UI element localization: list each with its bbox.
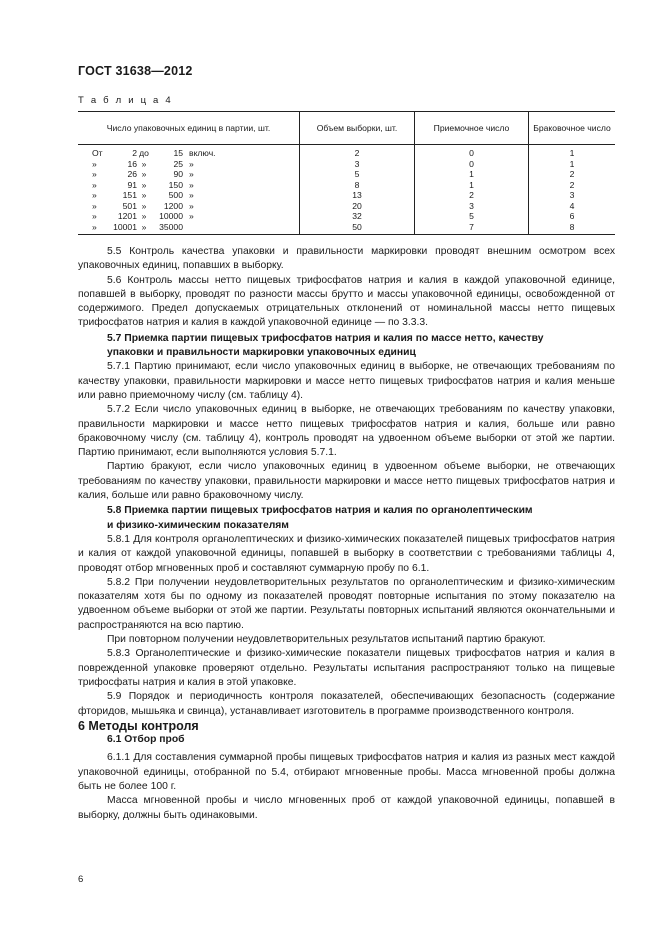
table-row bbox=[78, 159, 615, 170]
cell-lot-range bbox=[78, 190, 300, 201]
table-row bbox=[78, 190, 615, 201]
range-part-b: 16 bbox=[127, 158, 137, 169]
cell-lot-range bbox=[78, 169, 300, 180]
cell-reject-number: 8 bbox=[529, 222, 616, 235]
range-part-e: » bbox=[189, 158, 194, 169]
page-number: 6 bbox=[78, 874, 84, 885]
table-row bbox=[78, 180, 615, 191]
table-row bbox=[78, 169, 615, 180]
cell-lot-range bbox=[78, 201, 300, 212]
range-part-a: » bbox=[92, 169, 97, 179]
range-part-d: 10000 bbox=[159, 211, 183, 221]
cell-sample-size: 50 bbox=[300, 222, 415, 235]
cell-reject-number: 4 bbox=[529, 201, 616, 212]
col-header-lot-size: Число упаковочных единиц в партии, шт. bbox=[78, 112, 300, 145]
cell-sample-size: 32 bbox=[300, 211, 415, 222]
paragraph-5-9: 5.9 Порядок и периодичность контроля показателей, обеспечивающих безопасность (содержание фторидов, мышьяка и свинца), устанавливает изготовитель в программе производственного контроля. bbox=[78, 691, 615, 717]
cell-lot-range bbox=[78, 180, 300, 191]
cell-accept-number: 0 bbox=[415, 159, 529, 170]
range-part-c: » bbox=[141, 190, 147, 200]
cell-reject-number: 1 bbox=[529, 145, 616, 159]
acceptance-table bbox=[78, 111, 615, 235]
range-part-d: 500 bbox=[168, 190, 183, 200]
table-header-row bbox=[78, 112, 615, 145]
cell-lot-range bbox=[78, 222, 300, 235]
range-part-e: » bbox=[189, 211, 194, 221]
paragraph-5-8-1: 5.8.1 Для контроля органолептических и физико-химических показателей пищевых трифосфатов натрия и калия от каждой упаковочной единицы, попавшей в выборку в соответствии с требованиями таблицы 4, проводят отбор мгновенных проб и составляют суммарную пробу по 6.1. bbox=[78, 533, 615, 574]
table-row bbox=[78, 222, 615, 235]
range-part-b: 1201 bbox=[117, 211, 137, 221]
range-part-d: 25 bbox=[173, 158, 183, 169]
cell-lot-range bbox=[78, 159, 300, 170]
cell-reject-number: 2 bbox=[529, 180, 616, 191]
document-header: ГОСТ 31638—2012 bbox=[78, 64, 193, 78]
heading-5-8-line1: 5.8 Приемка партии пищевых трифосфатов натрия и калия по органолептическим bbox=[107, 505, 533, 517]
cell-lot-range bbox=[78, 211, 300, 222]
range-part-e: » bbox=[189, 169, 194, 179]
cell-accept-number: 2 bbox=[415, 190, 529, 201]
range-part-c: » bbox=[141, 179, 147, 190]
range-part-b: 10001 bbox=[113, 221, 137, 232]
cell-reject-number: 1 bbox=[529, 159, 616, 170]
range-part-c: » bbox=[141, 211, 147, 221]
range-part-b: 501 bbox=[122, 200, 137, 211]
table-row bbox=[78, 145, 615, 159]
range-part-b: 26 bbox=[127, 169, 137, 179]
cell-accept-number: 7 bbox=[415, 222, 529, 235]
range-part-d: 150 bbox=[168, 179, 183, 190]
body-text bbox=[78, 245, 615, 823]
paragraph-5-7-1: 5.7.1 Партию принимают, если число упаковочных единиц в выборке, не отвечающих требованиям по качеству упаковки, правильности маркировки и массе нетто пищевых трифосфатов натрия и калия меньше или равно приемочному числу (см. таблицу 4). bbox=[78, 361, 615, 401]
paragraph-5-6: 5.6 Контроль массы нетто пищевых трифосфатов натрия и калия в каждой упаковочной единице, попавшей в выборку, проводят по разности массы брутто и массы упаковочной единицы, освобожденной от содержимого. Предел допускаемых отрицательных отклонений от номинальной массы нетто пищевых трифосфатов натрия и калия в каждой упаковочной единице — по 3.3.3. bbox=[78, 274, 615, 329]
cell-accept-number: 0 bbox=[415, 145, 529, 159]
range-part-a: » bbox=[92, 190, 97, 200]
paragraph-5-8-2-b: При повторном получении неудовлетворительных результатов испытаний партию бракуют. bbox=[107, 634, 546, 646]
range-part-d: 15 bbox=[173, 148, 183, 158]
cell-sample-size: 13 bbox=[300, 190, 415, 201]
cell-accept-number: 1 bbox=[415, 169, 529, 180]
cell-accept-number: 1 bbox=[415, 180, 529, 191]
range-part-b: 91 bbox=[127, 179, 137, 190]
paragraph-6-1-1-b: Масса мгновенной пробы и число мгновенных проб от каждой упаковочной единицы, попавшей в выборку, должны быть одинаковыми. bbox=[78, 795, 615, 821]
paragraph-5-5: 5.5 Контроль качества упаковки и правильности маркировки проводят внешним осмотром всех упаковочных единиц, попавших в выборку. bbox=[78, 246, 615, 272]
range-part-c: » bbox=[141, 169, 147, 179]
range-part-b: 2 bbox=[132, 148, 137, 158]
paragraph-5-8-3: 5.8.3 Органолептические и физико-химические показатели пищевых трифосфатов натрия и калия в поврежденной упаковке проверяют отдельно. Результаты испытания распространяют только на пищевые трифосфаты натрия и калия в этой упаковке. bbox=[78, 648, 615, 688]
heading-5-7-line1: 5.7 Приемка партии пищевых трифосфатов натрия и калия по массе нетто, качеству bbox=[107, 332, 544, 344]
cell-sample-size: 5 bbox=[300, 169, 415, 180]
paragraph-5-8-2: 5.8.2 При получении неудовлетворительных результатов по органолептическим и физико-химическим показателям хотя бы по одному из показателей проводят повторные испытания по этому показателю на удвоенном объеме выборки от этой же партии. Результаты повторных испытаний являются окончательными и распространяются на всю партию. bbox=[78, 576, 615, 631]
col-header-accept-number: Приемочное число bbox=[415, 112, 529, 145]
range-part-c: » bbox=[141, 221, 147, 232]
heading-5-8-line2: и физико-химическим показателям bbox=[107, 519, 289, 531]
table-row bbox=[78, 211, 615, 222]
cell-accept-number: 5 bbox=[415, 211, 529, 222]
table-row bbox=[78, 201, 615, 212]
range-part-a: » bbox=[92, 158, 97, 169]
range-part-e: » bbox=[189, 179, 194, 190]
section-6-heading: 6 Методы контроля bbox=[78, 718, 199, 733]
range-part-a: » bbox=[92, 179, 97, 190]
paragraph-6-1-1: 6.1.1 Для составления суммарной пробы пищевых трифосфатов натрия и калия из разных мест каждой упаковочной единицы, отобранной по 5.4, отбирают мгновенные пробы. Масса мгновенной пробы должна быть не более 100 г. bbox=[78, 752, 615, 792]
range-part-b: 151 bbox=[122, 190, 137, 200]
cell-reject-number: 6 bbox=[529, 211, 616, 222]
cell-accept-number: 3 bbox=[415, 201, 529, 212]
range-part-e: включ. bbox=[189, 148, 216, 158]
range-part-c: » bbox=[141, 158, 147, 169]
table-caption: Т а б л и ц а 4 bbox=[78, 95, 173, 106]
range-part-e: » bbox=[189, 200, 194, 211]
range-part-d: 90 bbox=[173, 169, 183, 179]
cell-reject-number: 2 bbox=[529, 169, 616, 180]
paragraph-5-7-2-b: Партию бракуют, если число упаковочных единиц в удвоенном объеме выборки, не отвечающих требованиям по качеству упаковки, правильности маркировки и массе нетто пищевых трифосфатов натрия и калия, больше или равно браковочному числу. bbox=[78, 461, 615, 502]
range-part-d: 35000 bbox=[159, 221, 183, 232]
range-part-a: От bbox=[92, 148, 103, 158]
range-part-a: » bbox=[92, 211, 97, 221]
range-part-c: до bbox=[139, 148, 149, 158]
cell-lot-range bbox=[78, 145, 300, 159]
range-part-e: » bbox=[189, 190, 194, 200]
heading-5-7-line2: упаковки и правильности маркировки упаковочных единиц bbox=[107, 347, 416, 359]
col-header-sample-size: Объем выборки, шт. bbox=[300, 112, 415, 145]
cell-sample-size: 8 bbox=[300, 180, 415, 191]
range-part-c: » bbox=[141, 200, 147, 211]
heading-6-1: 6.1 Отбор проб bbox=[107, 734, 185, 746]
range-part-a: » bbox=[92, 221, 97, 232]
range-part-d: 1200 bbox=[163, 200, 183, 211]
col-header-reject-number: Браковочное число bbox=[529, 112, 616, 145]
paragraph-5-7-2: 5.7.2 Если число упаковочных единиц в выборке, не отвечающих требованиям по качеству упаковки, правильности маркировки и массе нетто пищевых трифосфатов натрия и калия, больше или равно браковочному числу (см. таблицу 4), контроль проводят на удвоенном объеме выборки от этой же партии. Партию принимают, если выполняются условия 5.7.1. bbox=[78, 404, 615, 459]
cell-sample-size: 3 bbox=[300, 159, 415, 170]
cell-sample-size: 2 bbox=[300, 145, 415, 159]
cell-reject-number: 3 bbox=[529, 190, 616, 201]
cell-sample-size: 20 bbox=[300, 201, 415, 212]
range-part-a: » bbox=[92, 200, 97, 211]
